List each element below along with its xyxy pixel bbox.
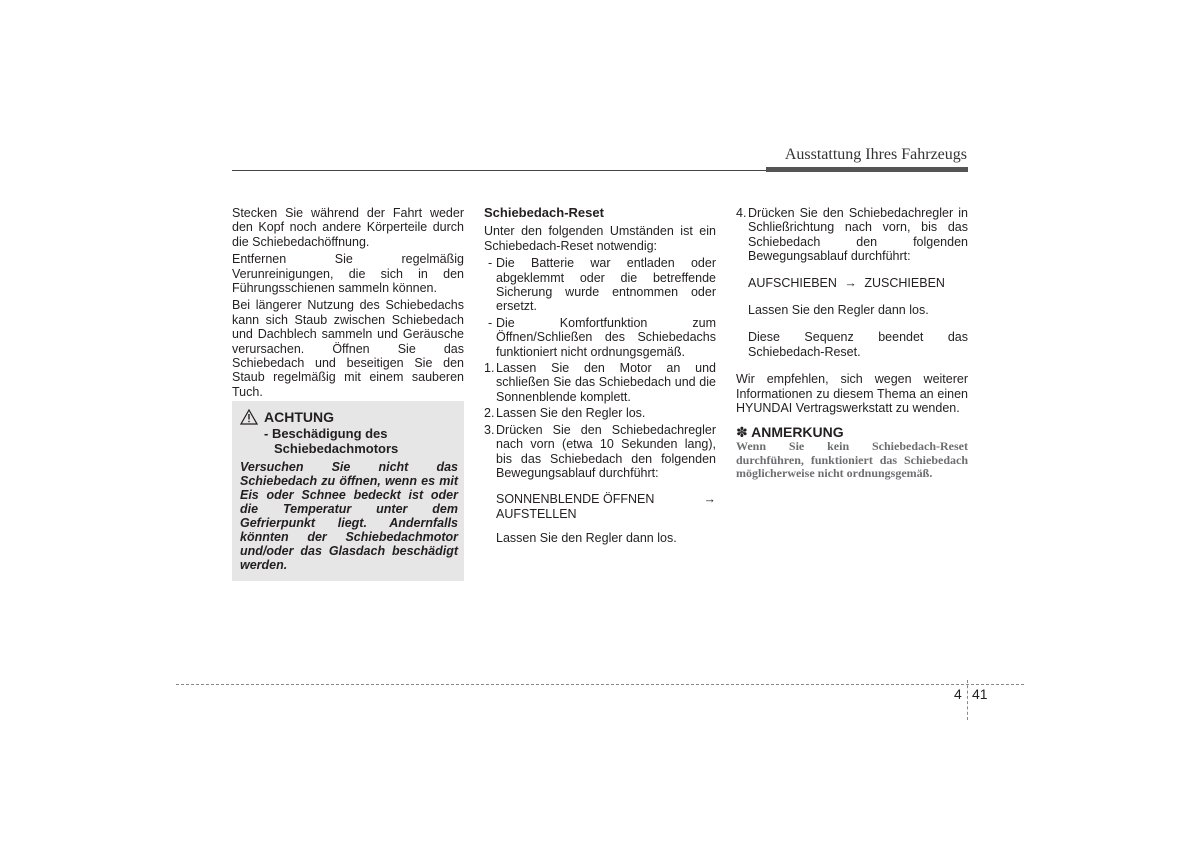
warning-body: Versuchen Sie nicht das Schiebedach zu öffnen, wenn es mit Eis oder Schnee bedeckt ist oder die Temperatur unter dem Gefrierpunkt liegt. Andernfalls könnten der Schiebedachmotor und/oder das Glasdach beschädigt werden. [240, 460, 458, 572]
step-text: Drücken Sie den Schiebedachregler nach vorn (etwa 10 Sekunden lang), bis das Schiebedach den folgenden Bewegungsablauf durchführt: [496, 422, 716, 480]
step-number: 2. [484, 406, 495, 421]
step-number: 4. [736, 206, 747, 220]
step-item [736, 206, 968, 264]
step-item [484, 361, 716, 404]
step-text: Drücken Sie den Schiebedachregler in Schließrichtung nach vorn, bis das Schiebedach den folgenden Bewegungsablauf durchführt: [748, 206, 968, 264]
step-text: Lassen Sie den Regler los. [496, 406, 646, 421]
warning-box [232, 401, 464, 581]
sequence-display [484, 492, 716, 521]
header-accent-bar [766, 167, 968, 172]
page-number: 41 [972, 686, 988, 702]
recommendation-text: Wir empfehlen, sich wegen weiterer Informationen zu diesem Thema an einen HYUNDAI Vertragswerkstatt zu wenden. [736, 372, 968, 416]
footer-rule [176, 684, 1024, 685]
warning-title: ACHTUNG [264, 409, 334, 425]
note-heading: ✽ ANMERKUNG [736, 424, 844, 441]
warning-subtitle [240, 426, 458, 456]
release-instruction: Lassen Sie den Regler dann los. [748, 303, 929, 318]
note-body: Wenn Sie kein Schiebedach-Reset durchführen, funktioniert das Schiebedach möglicherweise nicht ordnungsgemäß. [736, 438, 968, 481]
sequence-display [736, 276, 968, 290]
list-item-text: Die Komfortfunktion zum Öffnen/Schließen des Schiebedachs funktioniert nicht ordnungsgemäß. [496, 315, 716, 359]
step-text: Lassen Sie den Motor an und schließen Sie das Schiebedach und die Sonnenblende komplett. [496, 361, 716, 404]
reset-intro: Unter den folgenden Umständen ist ein Schiebedach-Reset notwendig: [484, 224, 716, 253]
paragraph-cleaning: Entfernen Sie regelmäßig Verunreinigungen, die sich in den Führungsschienen sammeln können. [232, 252, 464, 296]
step-item [484, 423, 716, 481]
list-item: - Die Batterie war entladen oder abgeklemmt oder die betreffende Sicherung wurde entnommen oder ersetzt. [488, 256, 716, 314]
warning-subtitle-line-2: Schiebedachmotors [274, 441, 399, 456]
footer-divider [967, 680, 968, 720]
chapter-number: 4 [954, 686, 962, 702]
arrow-icon: → [703, 492, 716, 507]
column-2 [484, 206, 716, 549]
sequence-step-b: ZUSCHIEBEN [864, 275, 945, 290]
column-1 [232, 206, 464, 402]
warning-subtitle-line-1: - Beschädigung des [264, 426, 388, 441]
page-header-title: Ausstattung Ihres Fahrzeugs [784, 146, 967, 163]
column-3 [736, 206, 968, 481]
paragraph-head-safety: Stecken Sie während der Fahrt weder den Kopf noch andere Körperteile durch die Schiebedachöffnung. [232, 206, 464, 249]
sequence-step-b: AUFSTELLEN [496, 506, 577, 521]
sequence-end-note: Diese Sequenz beendet das Schiebedach-Reset. [748, 330, 968, 359]
warning-triangle-icon [240, 409, 258, 425]
list-item-text: Die Batterie war entladen oder abgeklemmt oder die betreffende Sicherung wurde entnommen oder ersetzt. [496, 256, 716, 314]
step-number: 1. [484, 361, 495, 376]
list-item: - Die Komfortfunktion zum Öffnen/Schließen des Schiebedachs funktioniert nicht ordnungsgemäß. [488, 315, 716, 359]
warning-heading [240, 409, 458, 425]
sequence-step-a: AUFSCHIEBEN [748, 275, 837, 290]
arrow-icon: → [844, 275, 857, 290]
step-number: 3. [484, 422, 495, 437]
sequence-step-a: SONNENBLENDE ÖFFNEN [496, 492, 655, 507]
step-item [484, 406, 716, 420]
section-heading: Schiebedach-Reset [484, 205, 604, 220]
release-instruction: Lassen Sie den Regler dann los. [496, 531, 677, 546]
paragraph-dust: Bei längerer Nutzung des Schiebedachs kann sich Staub zwischen Schiebedach und Dachblech sammeln und Geräusche verursachen. Öffnen Sie das Schiebedach und beseitigen Sie den Staub regelmäßig mit einem sauberen Tuch. [232, 298, 464, 399]
